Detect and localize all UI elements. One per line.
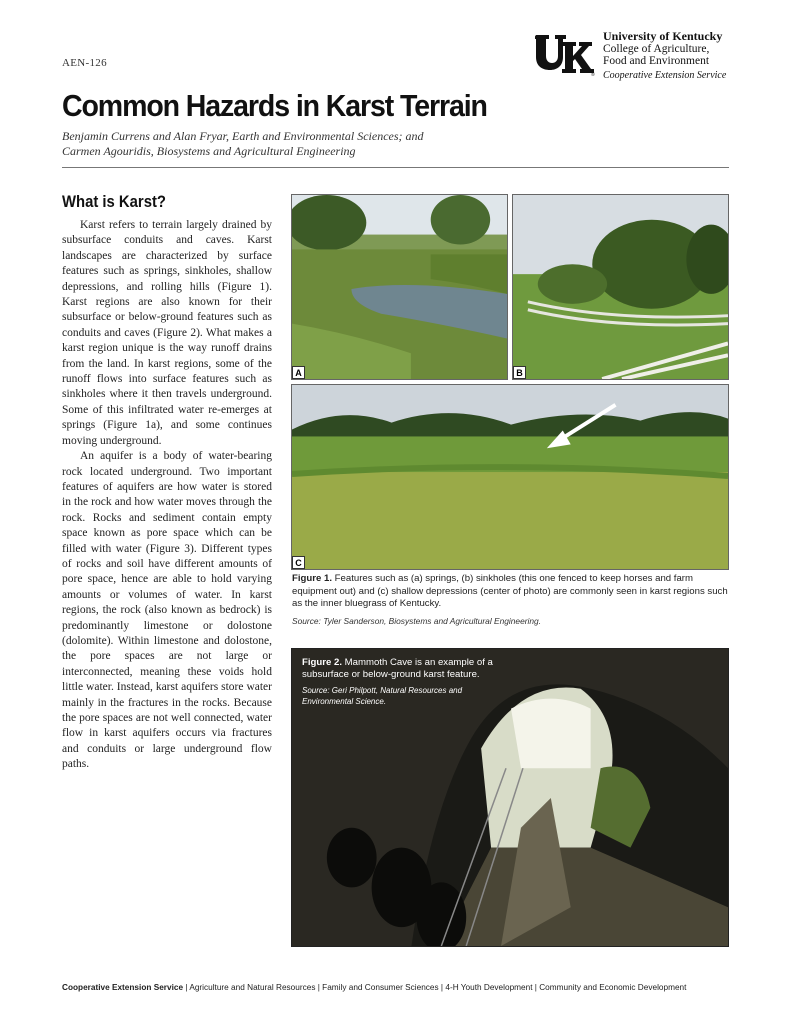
figure-2-photo — [291, 648, 729, 947]
figure-1-caption-text: Features such as (a) springs, (b) sinkholes (this one fenced to keep horses and farm equipment out) and (c) shallow depressions (center of photo) are commonly seen in karst regions such as the inner bluegrass of Kentucky. — [292, 573, 728, 609]
authors-line1: Benjamin Currens and Alan Fryar, Earth and Environmental Sciences; and — [62, 129, 424, 143]
page-title: Common Hazards in Karst Terrain — [62, 88, 487, 123]
figure-1a-photo — [291, 194, 508, 380]
figure-1-caption — [292, 573, 729, 611]
figure-2-caption — [302, 657, 522, 681]
figure-1-caption-label: Figure 1. — [292, 573, 332, 584]
figure-2-source: Source: Geri Philpott, Natural Resources and Environmental Science. — [302, 686, 463, 706]
document-code: AEN-126 — [62, 57, 107, 69]
footer: Cooperative Extension Service | Agriculture and Natural Resources | Family and Consumer Sciences | 4-H Youth Development | Community and Economic Development — [62, 982, 687, 992]
figure-2-caption-label: Figure 2. — [302, 657, 342, 668]
authors-line2: Carmen Agouridis, Biosystems and Agricultural Engineering — [62, 144, 356, 158]
figure-1b-photo — [512, 194, 729, 380]
figure-label-b: B — [513, 366, 526, 379]
figure-label-c: C — [292, 556, 305, 569]
figure-1-source: Source: Tyler Sanderson, Biosystems and Agricultural Engineering. — [292, 616, 542, 626]
authors — [62, 129, 424, 159]
figure-1c-photo — [291, 384, 729, 570]
figure-2-caption-text: Mammoth Cave is an example of a subsurface or below-ground karst feature. — [302, 657, 493, 680]
svg-text:®: ® — [591, 72, 595, 76]
college-name-line2: Food and Environment — [603, 55, 710, 67]
section-heading: What is Karst? — [62, 193, 166, 211]
figure-label-a: A — [292, 366, 305, 379]
footer-programs: Agriculture and Natural Resources | Family and Consumer Sciences | 4-H Youth Development | Community and Economic Development — [189, 982, 687, 992]
footer-lead: Cooperative Extension Service — [62, 982, 184, 992]
extension-service: Cooperative Extension Service — [603, 69, 727, 81]
body-text — [62, 218, 272, 773]
college-name-line1: College of Agriculture, — [603, 42, 710, 55]
uk-logo — [535, 32, 595, 76]
header-divider — [62, 167, 729, 168]
paragraph-1: Karst refers to terrain largely drained by subsurface conduits and caves. Karst landscapes are characterized by surface features such as springs, sinkholes, shallow depressions, and rolling hills (Figure 1). Karst regions are also known for their subsurface or below-ground features such as conduits and caves (Figure 2). What makes a karst region unique is the way runoff drains from the land. In karst regions, some of the runoff flows into surface features such as sinkholes where it then travels underground. Some of this infiltrated water re-emerges at springs (Figure 1a), and some continues moving underground. — [62, 219, 272, 447]
institution-block — [603, 30, 726, 82]
university-name: University of Kentucky — [603, 29, 723, 43]
paragraph-2: An aquifer is a body of water-bearing rock located underground. Two important features of aquifers are how water is stored in the rock and how water moves through the rock. Rocks and sediment contain empty space known as pore space which can be filled with water (Figure 3). Different types of rocks and soil have different amounts of pore space, hence are able to hold varying amounts or volumes of water. In karst regions, the rock (also known as bedrock) is predominantly limestone or dolostone (dolomite). Within limestone and dolostone, the pore spaces are not large or interconnected, meaning these voids hold little water. Instead, karst aquifers store water mainly in the fractures in the rocks. Because the pore spaces are not well connected, water flow in karst aquifers occurs via fractures and conduits or large underground flow paths. — [62, 450, 272, 771]
